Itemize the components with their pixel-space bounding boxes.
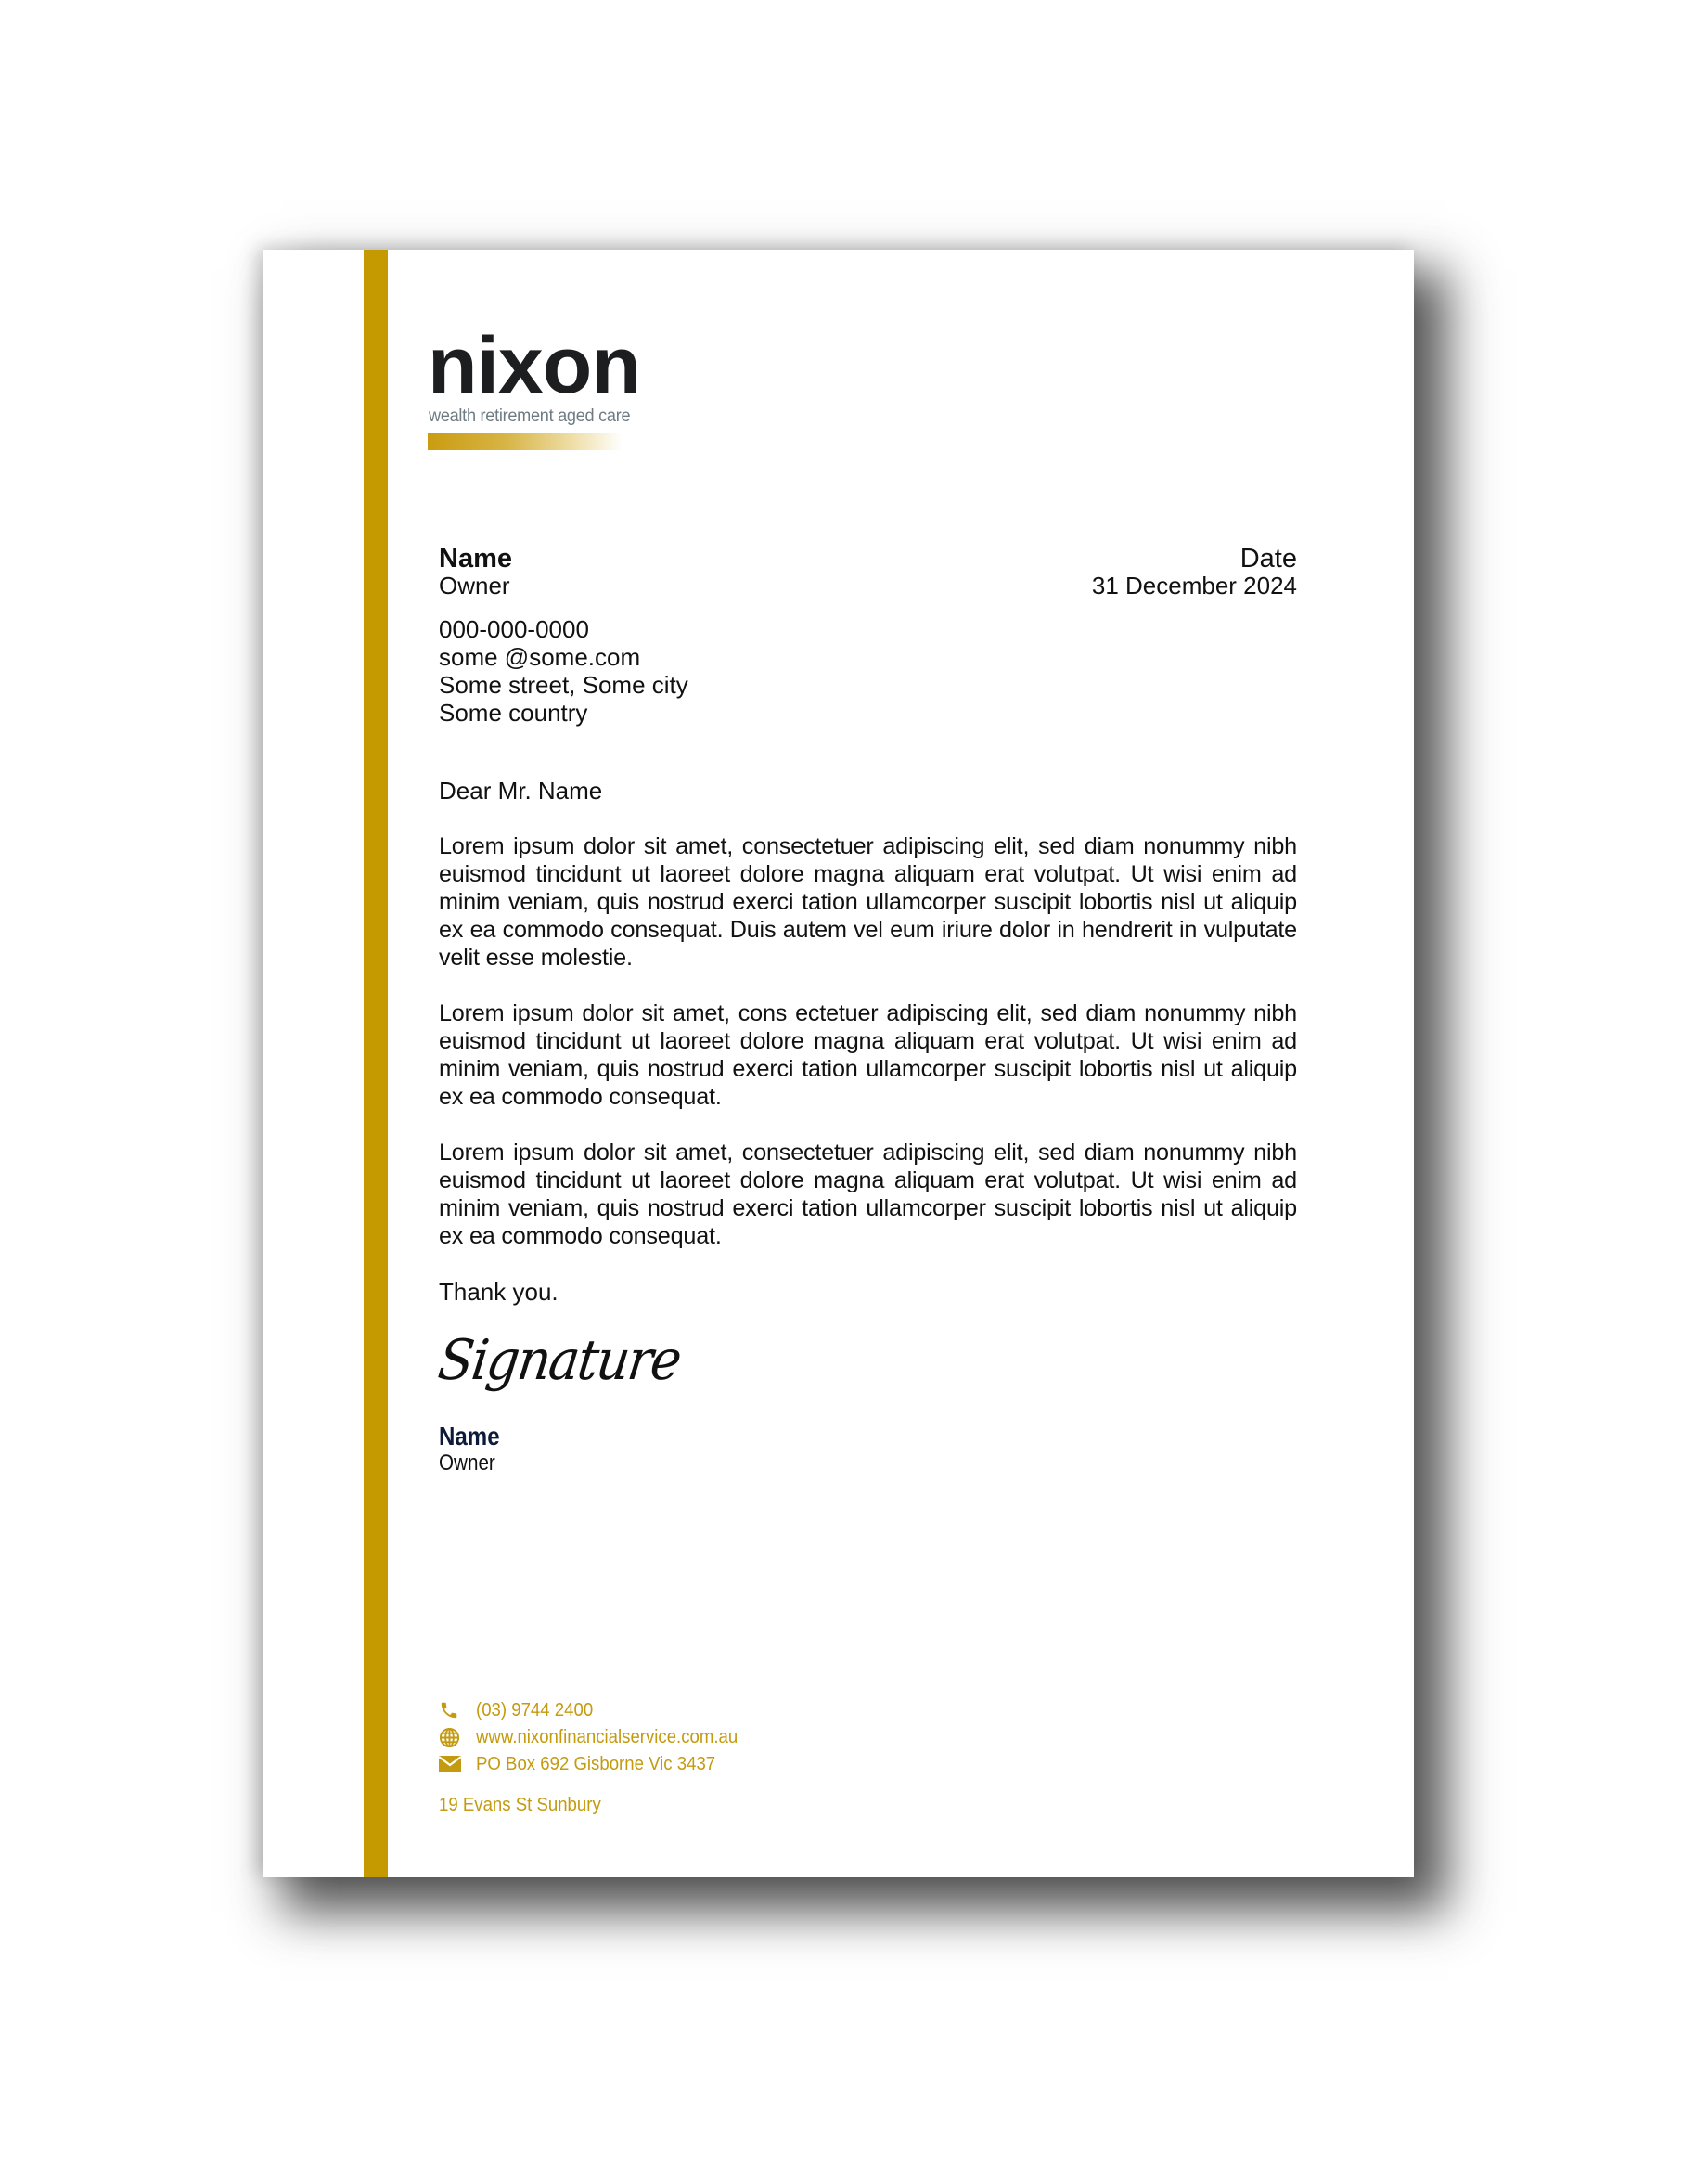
signature-title: Owner: [439, 1450, 495, 1476]
salutation: Dear Mr. Name: [439, 777, 603, 805]
sender-country: Some country: [439, 699, 588, 727]
letterhead-page: [263, 250, 1414, 1877]
footer-website-link[interactable]: www.nixonfinancialservice.com.au: [476, 1727, 738, 1747]
footer-postal: [439, 1753, 734, 1775]
paragraph-text: Lorem ipsum dolor sit amet, consectetuer adipiscing elit, sed diam nonummy nibh euismod tincidunt ut laoreet dolore magna aliquam erat volutpat. Ut wisi enim ad minim veniam, quis nostrud exerci tation ullamcorper suscipit lobortis nisl ut aliquip ex ea commodo consequat. Duis autem vel eum iriure dolor in hendrerit in vulputate velit esse molestie.: [439, 833, 1297, 971]
footer-street-address: 19 Evans St Sunbury: [439, 1795, 601, 1815]
envelope-icon: [439, 1753, 463, 1775]
globe-icon: [439, 1726, 463, 1748]
date-label: Date: [1239, 544, 1297, 573]
logo-tagline: wealth retirement aged care: [429, 406, 631, 426]
date-value: 31 December 2024: [1091, 572, 1297, 599]
footer-website: [439, 1726, 757, 1748]
accent-sidebar-bar: [364, 250, 388, 1877]
body-paragraph-1: [439, 832, 1297, 972]
sender-name: Name: [439, 544, 512, 573]
paragraph-text: Lorem ipsum dolor sit amet, cons ectetuer adipiscing elit, sed diam nonummy nibh euismod tincidunt ut laoreet dolore magna aliquam erat volutpat. Ut wisi enim ad minim veniam, quis nostrud exerci tation ullamcorper suscipit lobortis nisl ut aliquip ex ea commodo consequat.: [439, 1000, 1297, 1110]
closing: Thank you.: [439, 1278, 559, 1306]
footer-phone-text: (03) 9744 2400: [476, 1700, 594, 1720]
sender-phone: 000-000-0000: [439, 615, 589, 643]
footer-phone: [439, 1699, 602, 1721]
footer-postal-text: PO Box 692 Gisborne Vic 3437: [476, 1754, 716, 1774]
sender-address: Some street, Some city: [439, 671, 688, 699]
body-paragraph-3: [439, 1139, 1297, 1250]
paragraph-text: Lorem ipsum dolor sit amet, consectetuer adipiscing elit, sed diam nonummy nibh euismod tincidunt ut laoreet dolore magna aliquam erat volutpat. Ut wisi enim ad minim veniam, quis nostrud exerci tation ullamcorper suscipit lobortis nisl ut aliquip ex ea commodo consequat.: [439, 1140, 1297, 1249]
phone-icon: [439, 1699, 463, 1721]
sender-title: Owner: [439, 572, 510, 599]
signature-name: Name: [439, 1422, 500, 1450]
logo-gradient-bar: [428, 433, 623, 450]
signature-script: Signature: [434, 1328, 685, 1393]
body-paragraph-2: [439, 999, 1297, 1111]
logo-wordmark: nixon: [428, 321, 640, 410]
sender-email: some @some.com: [439, 643, 641, 671]
